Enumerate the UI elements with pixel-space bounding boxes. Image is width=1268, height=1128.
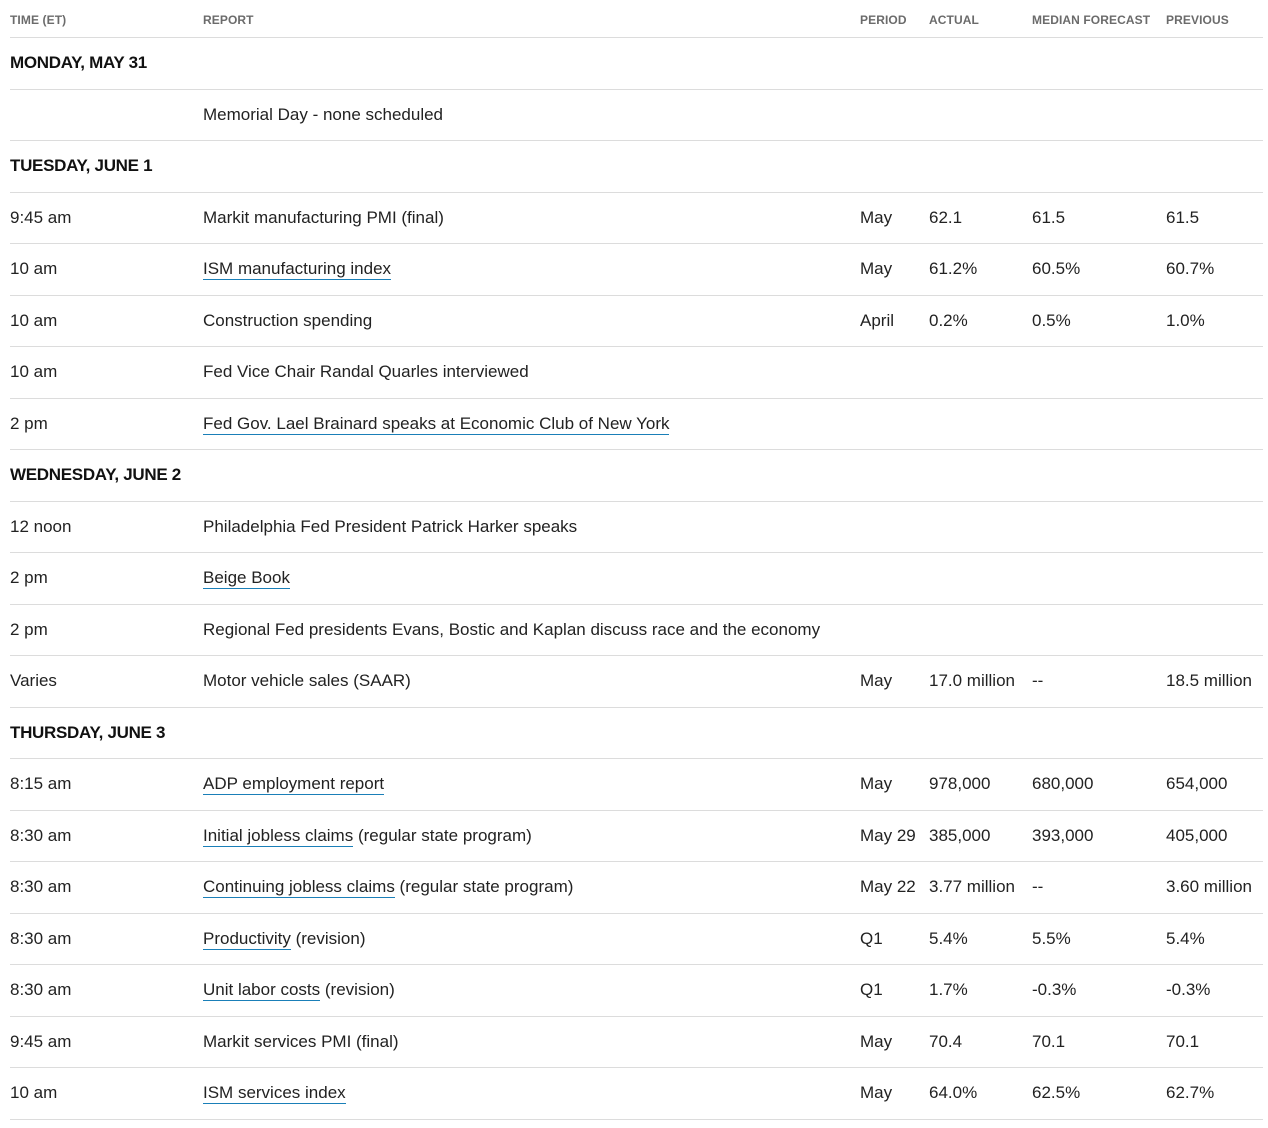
report-cell	[203, 568, 290, 588]
previous-cell: 62.7%	[1166, 1083, 1215, 1102]
period-cell: May	[860, 774, 893, 793]
report-link[interactable]: ISM services index	[203, 1083, 346, 1102]
median-forecast-cell: -0.3%	[1032, 980, 1077, 999]
table-row	[10, 605, 1263, 657]
column-header-report: REPORT	[203, 13, 254, 27]
report-link[interactable]: Continuing jobless claims	[203, 877, 395, 896]
report-cell	[203, 105, 443, 125]
report-text: Motor vehicle sales (SAAR)	[203, 671, 411, 690]
report-cell	[203, 517, 577, 537]
median-forecast-cell: --	[1032, 671, 1044, 690]
actual-cell: 17.0 million	[929, 671, 1015, 690]
report-link[interactable]: Fed Gov. Lael Brainard speaks at Economic Club of New York	[203, 413, 670, 433]
day-heading: WEDNESDAY, JUNE 2	[10, 465, 181, 484]
actual-cell: 70.4	[929, 1031, 963, 1051]
table-row	[10, 90, 1263, 142]
time-cell: 2 pm	[10, 619, 48, 639]
period-cell: Q1	[860, 928, 883, 948]
time-cell: 9:45 am	[10, 1031, 72, 1051]
report-text: Markit manufacturing PMI (final)	[203, 207, 444, 227]
column-header-actual: ACTUAL	[929, 13, 979, 27]
actual-cell: 1.7%	[929, 980, 968, 999]
report-text: Markit services PMI (final)	[203, 1031, 399, 1051]
report-link[interactable]: Beige Book	[203, 568, 290, 587]
period-cell: May	[860, 1083, 893, 1102]
day-header-row	[10, 708, 1263, 760]
time-cell: 8:30 am	[10, 928, 72, 948]
report-cell	[203, 259, 391, 279]
median-forecast-cell: 60.5%	[1032, 259, 1081, 278]
previous-cell: -0.3%	[1166, 980, 1211, 999]
report-text: (regular state program)	[394, 877, 574, 896]
time-cell: 8:30 am	[10, 877, 72, 896]
time-cell: 9:45 am	[10, 207, 72, 227]
day-header-row	[10, 141, 1263, 193]
actual-cell: 978,000	[929, 774, 991, 793]
time-cell: 2 pm	[10, 568, 48, 587]
report-cell	[203, 877, 573, 897]
report-cell	[203, 414, 669, 434]
period-cell: May	[860, 671, 893, 690]
column-header-median-forecast: MEDIAN FORECAST	[1032, 13, 1151, 27]
day-header-row	[10, 450, 1263, 502]
previous-cell: 1.0%	[1166, 310, 1205, 330]
report-text: Fed Vice Chair Randal Quarles interviewed	[203, 362, 529, 381]
report-cell	[203, 362, 529, 382]
day-header-row	[10, 38, 1263, 90]
period-cell: May	[860, 1031, 893, 1051]
report-link[interactable]: Productivity	[203, 928, 291, 948]
previous-cell: 18.5 million	[1166, 671, 1252, 690]
day-heading: TUESDAY, JUNE 1	[10, 156, 153, 175]
report-link[interactable]: ADP employment report	[203, 774, 385, 793]
median-forecast-cell: 5.5%	[1032, 928, 1071, 948]
period-cell: May 29	[860, 825, 916, 845]
report-cell	[203, 671, 411, 691]
median-forecast-cell: 70.1	[1032, 1031, 1066, 1051]
table-body	[10, 38, 1263, 1120]
column-header-previous: PREVIOUS	[1166, 13, 1229, 27]
table-row	[10, 193, 1263, 245]
actual-cell: 62.1	[929, 207, 963, 227]
table-row	[10, 914, 1263, 966]
report-text: Regional Fed presidents Evans, Bostic and Kaplan discuss race and the economy	[203, 619, 821, 639]
column-header-time: TIME (ET)	[10, 13, 67, 27]
time-cell: 10 am	[10, 1083, 58, 1102]
report-text: (revision)	[290, 928, 366, 948]
previous-cell: 5.4%	[1166, 928, 1205, 948]
previous-cell: 654,000	[1166, 774, 1228, 793]
table-row	[10, 553, 1263, 605]
report-text: (revision)	[320, 980, 395, 999]
period-cell: May	[860, 207, 893, 227]
median-forecast-cell: 680,000	[1032, 774, 1094, 793]
previous-cell: 3.60 million	[1166, 877, 1252, 896]
previous-cell: 70.1	[1166, 1031, 1200, 1051]
median-forecast-cell: 62.5%	[1032, 1083, 1081, 1102]
time-cell: 8:15 am	[10, 774, 72, 793]
report-text: Construction spending	[203, 310, 373, 330]
time-cell: Varies	[10, 671, 57, 690]
report-cell	[203, 1032, 399, 1052]
time-cell: 10 am	[10, 310, 58, 330]
report-cell	[203, 980, 395, 1000]
column-header-period: PERIOD	[860, 13, 907, 27]
previous-cell: 61.5	[1166, 207, 1200, 227]
time-cell: 10 am	[10, 362, 58, 381]
table-row	[10, 1017, 1263, 1069]
report-link[interactable]: Unit labor costs	[203, 980, 321, 999]
table-row	[10, 759, 1263, 811]
report-link[interactable]: Initial jobless claims	[203, 825, 354, 845]
actual-cell: 64.0%	[929, 1083, 978, 1102]
table-row	[10, 244, 1263, 296]
report-text: Philadelphia Fed President Patrick Harker speaks	[203, 516, 578, 536]
report-cell	[203, 826, 532, 846]
time-cell: 2 pm	[10, 413, 48, 433]
previous-cell: 405,000	[1166, 825, 1228, 845]
table-row	[10, 811, 1263, 863]
actual-cell: 0.2%	[929, 310, 968, 330]
actual-cell: 3.77 million	[929, 877, 1015, 896]
report-link[interactable]: ISM manufacturing index	[203, 259, 392, 278]
table-row	[10, 502, 1263, 554]
table-row	[10, 1068, 1263, 1120]
economic-calendar-table	[10, 0, 1263, 1120]
actual-cell: 5.4%	[929, 928, 968, 948]
report-text: Memorial Day - none scheduled	[203, 104, 444, 124]
day-heading: THURSDAY, JUNE 3	[10, 722, 166, 742]
previous-cell: 60.7%	[1166, 259, 1215, 278]
table-row	[10, 965, 1263, 1017]
table-row	[10, 347, 1263, 399]
table-row	[10, 399, 1263, 451]
table-row	[10, 656, 1263, 708]
table-row	[10, 862, 1263, 914]
period-cell: April	[860, 310, 895, 330]
time-cell: 12 noon	[10, 516, 72, 536]
report-cell	[203, 208, 444, 228]
time-cell: 8:30 am	[10, 980, 72, 999]
report-cell	[203, 929, 366, 949]
period-cell: May	[860, 259, 893, 278]
report-cell	[203, 1083, 346, 1103]
median-forecast-cell: 393,000	[1032, 825, 1094, 845]
median-forecast-cell: --	[1032, 877, 1044, 896]
report-cell	[203, 774, 384, 794]
median-forecast-cell: 61.5	[1032, 207, 1066, 227]
report-cell	[203, 311, 372, 331]
actual-cell: 385,000	[929, 825, 991, 845]
time-cell: 8:30 am	[10, 825, 72, 845]
time-cell: 10 am	[10, 259, 58, 278]
table-row	[10, 296, 1263, 348]
report-cell	[203, 620, 820, 640]
median-forecast-cell: 0.5%	[1032, 310, 1071, 330]
table-header	[10, 0, 1263, 38]
period-cell: May 22	[860, 877, 916, 896]
period-cell: Q1	[860, 980, 883, 999]
report-text: (regular state program)	[353, 825, 532, 845]
actual-cell: 61.2%	[929, 259, 978, 278]
day-heading: MONDAY, MAY 31	[10, 53, 147, 72]
